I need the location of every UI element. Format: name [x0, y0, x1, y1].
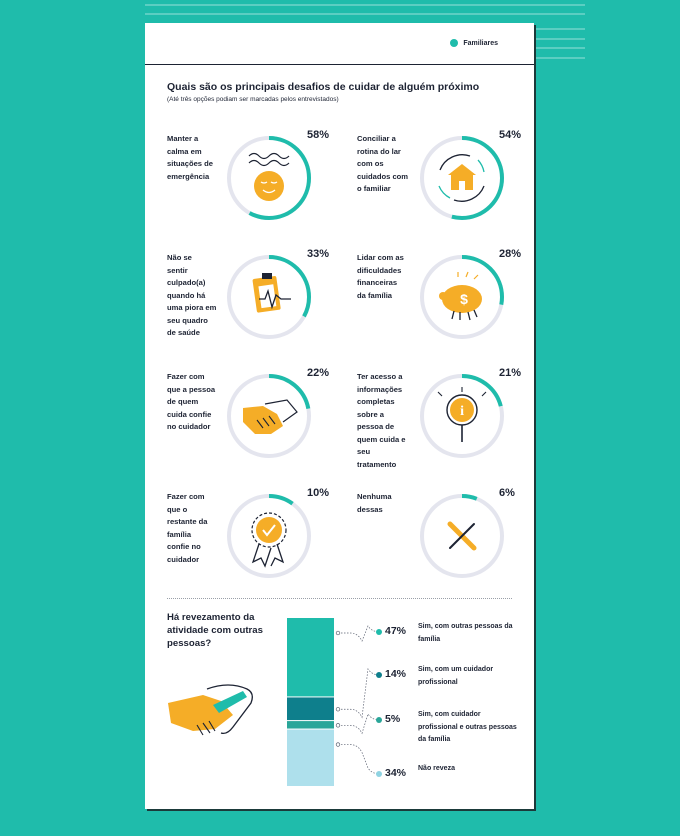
segment-swatch — [376, 672, 382, 678]
challenge-value: 54% — [499, 129, 522, 141]
challenge-label: Fazer com que a pessoa de quem cuida confie no cuidador — [167, 372, 216, 431]
leader-line — [338, 745, 380, 774]
segment-label: Sim, com um cuidador profissional — [418, 666, 494, 686]
infographic-card — [145, 23, 534, 809]
leader-start-dot — [336, 724, 340, 728]
challenge-value: 22% — [307, 367, 330, 379]
leader-start-dot — [336, 743, 340, 747]
leader-start-dot — [336, 631, 340, 635]
challenge-value: 58% — [307, 129, 330, 141]
challenge-label: Lidar com as dificuldades financeiras da família — [357, 253, 404, 300]
challenge-value: 10% — [307, 487, 330, 499]
rotation-question: Há revezamento da atividade com outras pessoas? — [167, 612, 263, 649]
challenge-label: Conciliar a rotina do lar com os cuidados com o familiar — [357, 134, 409, 193]
segment-value: 14% — [385, 668, 407, 680]
leader-start-dot — [336, 707, 340, 711]
leader-line — [338, 669, 380, 717]
segment-swatch — [376, 771, 382, 777]
segment-swatch — [376, 717, 382, 723]
segment-swatch — [376, 629, 382, 635]
rotation-segment — [287, 697, 334, 720]
segment-label: Não reveza — [418, 765, 455, 772]
rotation-stacked-bar — [145, 23, 534, 809]
challenge-label: Manter a calma em situações de emergência — [167, 134, 214, 181]
challenge-label: Não se sentir culpado(a) quando há uma piora em seu quadro de saúde — [167, 253, 217, 337]
leader-line — [338, 626, 380, 641]
segment-label: Sim, com outras pessoas da família — [418, 623, 513, 643]
segment-value: 5% — [385, 713, 401, 725]
challenge-label: Ter acesso a informações completas sobre a pessoa de quem cuida e seu tratamento — [357, 372, 406, 469]
svg-text:i: i — [460, 404, 464, 419]
segment-label: Sim, com cuidador profissional e outras pessoas da família — [418, 711, 517, 743]
rotation-segment — [287, 618, 334, 696]
segment-value: 47% — [385, 625, 407, 637]
legend-label: Familiares — [463, 39, 498, 47]
challenge-value: 6% — [499, 487, 515, 499]
svg-text:$: $ — [460, 291, 468, 307]
rotation-segment — [287, 730, 334, 786]
leader-line — [338, 714, 380, 733]
challenge-value: 33% — [307, 248, 330, 260]
segment-value: 34% — [385, 767, 407, 779]
challenge-value: 28% — [499, 248, 522, 260]
chart-subtitle: (Até três opções podiam ser marcadas pelos entrevistados) — [167, 96, 339, 103]
challenge-label: Fazer com que o restante da família confie no cuidador — [167, 492, 208, 564]
chart-title: Quais são os principais desafios de cuidar de alguém próximo — [167, 81, 480, 93]
challenge-label: Nenhuma dessas — [357, 492, 392, 514]
rotation-segment — [287, 721, 334, 728]
challenge-value: 21% — [499, 367, 522, 379]
